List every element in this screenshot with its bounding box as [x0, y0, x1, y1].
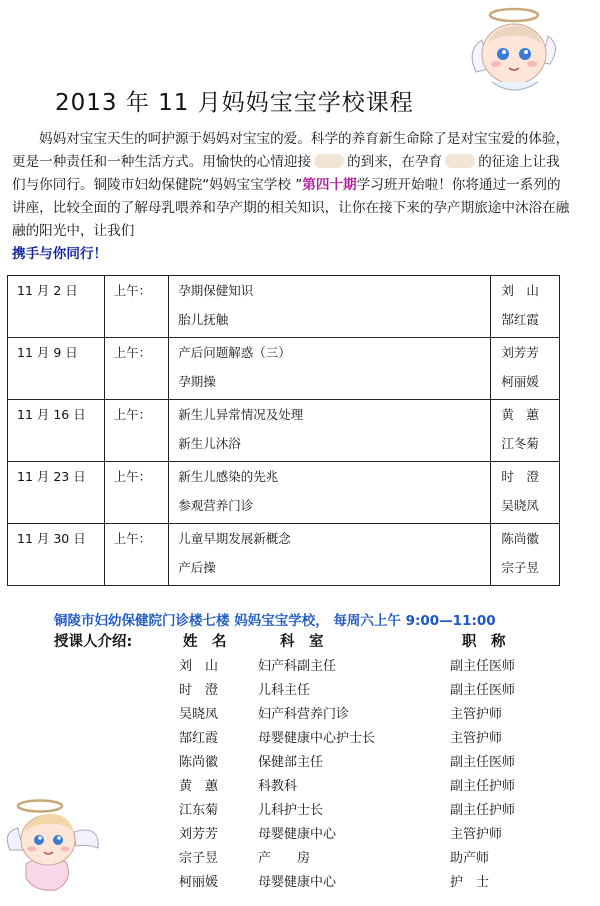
column-header-name: 姓 名 [183, 634, 227, 650]
course-teacher: 柯丽媛 [501, 374, 539, 389]
instructor-department: 母婴健康中心护士长 [258, 731, 376, 746]
baby-clipart-icon [445, 154, 475, 168]
instructor-name: 宗子昱 [179, 851, 219, 866]
course-teacher: 江冬菊 [501, 436, 539, 451]
instructor-department: 母婴健康中心 [258, 827, 337, 842]
class-location-and-time: 铜陵市妇幼保健院门诊楼七楼 妈妈宝宝学校， 每周六上午 9:00—11:00 [54, 613, 496, 629]
instructor-title: 副主任护师 [450, 803, 516, 818]
course-teacher: 黄 蕙 [501, 407, 539, 422]
instructor-department: 科教科 [258, 779, 298, 794]
course-topic: 新生儿沐浴 [178, 436, 241, 451]
instructor-name: 柯丽媛 [179, 875, 219, 890]
course-teacher: 郜红霞 [501, 312, 539, 327]
table-row [8, 338, 560, 400]
course-topic: 产后操 [178, 560, 216, 575]
table-row [8, 276, 560, 338]
course-topic: 孕期操 [178, 374, 216, 389]
course-teacher: 刘 山 [501, 283, 539, 298]
course-period: 上午： [113, 345, 152, 360]
course-topic: 参观营养门诊 [178, 498, 254, 513]
column-header-title: 职 称 [462, 634, 506, 650]
course-date: 11 月 2 日 [17, 283, 78, 298]
instructor-department: 妇产科营养门诊 [258, 707, 350, 722]
list-item [0, 679, 600, 703]
instructor-department: 妇产科副主任 [258, 659, 337, 674]
instructor-name: 陈尚徽 [179, 755, 219, 770]
instructor-department: 母婴健康中心 [258, 875, 337, 890]
course-date: 11 月 30 日 [17, 531, 86, 546]
course-topic: 孕期保健知识 [178, 283, 254, 298]
instructor-title: 副主任医师 [450, 659, 516, 674]
instructor-name: 吴晓凤 [179, 707, 219, 722]
page-title: 2013 年 11 月妈妈宝宝学校课程 [55, 90, 414, 116]
course-schedule-table [7, 275, 560, 586]
instructor-department: 产 房 [258, 851, 311, 866]
instructor-name: 江东菊 [179, 803, 219, 818]
closing-slogan: 携手与你同行！ [12, 246, 108, 262]
list-item [0, 703, 600, 727]
instructor-title: 主管护师 [450, 731, 503, 746]
instructor-name: 黄 蕙 [179, 779, 219, 794]
list-item [0, 751, 600, 775]
list-item [0, 655, 600, 679]
intro-text-part2: 的到来，在孕育 [347, 154, 443, 170]
course-teacher: 时 澄 [501, 469, 539, 484]
course-teacher: 刘芳芳 [501, 345, 539, 360]
instructor-name: 刘芳芳 [179, 827, 219, 842]
instructor-title: 护 士 [450, 875, 490, 890]
table-row [8, 524, 560, 586]
intro-paragraph [12, 128, 572, 266]
angel-baby-bottom-left-illustration [4, 794, 104, 894]
instructor-name: 郜红霞 [179, 731, 219, 746]
intro-text-part3: 的征途上让我们与你同行。铜陵市妇幼保健院“妈妈宝宝学校 ” [12, 154, 560, 193]
intro-text-part1: 妈妈对宝宝天生的呵护源于妈妈对宝宝的爱。科学的养育新生命除了是对宝宝爱的体验，更是一种责任和一种生活方式。用愉快的心情迎接 [12, 131, 570, 170]
instructors-label: 授课人介绍: [54, 634, 133, 650]
instructor-name: 刘 山 [179, 659, 219, 674]
course-topic: 新生儿感染的先兆 [178, 469, 279, 484]
course-teacher: 陈尚徽 [501, 531, 539, 546]
instructor-name: 时 澄 [179, 683, 219, 698]
session-highlight: 第四十期 [302, 177, 357, 193]
course-period: 上午： [113, 407, 152, 422]
course-date: 11 月 9 日 [17, 345, 78, 360]
course-period: 上午： [113, 531, 152, 546]
instructor-title: 助产师 [450, 851, 490, 866]
course-topic: 新生儿异常情况及处理 [178, 407, 304, 422]
course-period: 上午： [113, 283, 152, 298]
course-topic: 胎儿抚触 [178, 312, 229, 327]
instructor-title: 副主任护师 [450, 779, 516, 794]
table-row [8, 400, 560, 462]
course-teacher: 吴晓凤 [501, 498, 539, 513]
instructor-department: 儿科护士长 [258, 803, 324, 818]
list-item [0, 727, 600, 751]
course-date: 11 月 23 日 [17, 469, 86, 484]
instructor-department: 保健部主任 [258, 755, 324, 770]
instructor-title: 副主任医师 [450, 683, 516, 698]
instructor-title: 主管护师 [450, 827, 503, 842]
angel-baby-top-right-illustration [462, 2, 564, 98]
course-topic: 儿童早期发展新概念 [178, 531, 291, 546]
course-teacher: 宗子昱 [501, 560, 539, 575]
instructor-title: 副主任医师 [450, 755, 516, 770]
table-row [8, 462, 560, 524]
baby-clipart-icon [314, 154, 344, 168]
instructor-department: 儿科主任 [258, 683, 311, 698]
course-topic: 产后问题解惑（三） [178, 345, 291, 360]
course-period: 上午： [113, 469, 152, 484]
instructor-title: 主管护师 [450, 707, 503, 722]
intro-text-part4: 学习班开始啦！你将通过一系列的讲座，比较全面的了解母乳喂养和孕产期的相关知识，让你在接下来的孕产期旅途中沐浴在融融的阳光中，让我们 [12, 177, 570, 239]
column-header-department: 科 室 [280, 634, 324, 650]
course-date: 11 月 16 日 [17, 407, 86, 422]
